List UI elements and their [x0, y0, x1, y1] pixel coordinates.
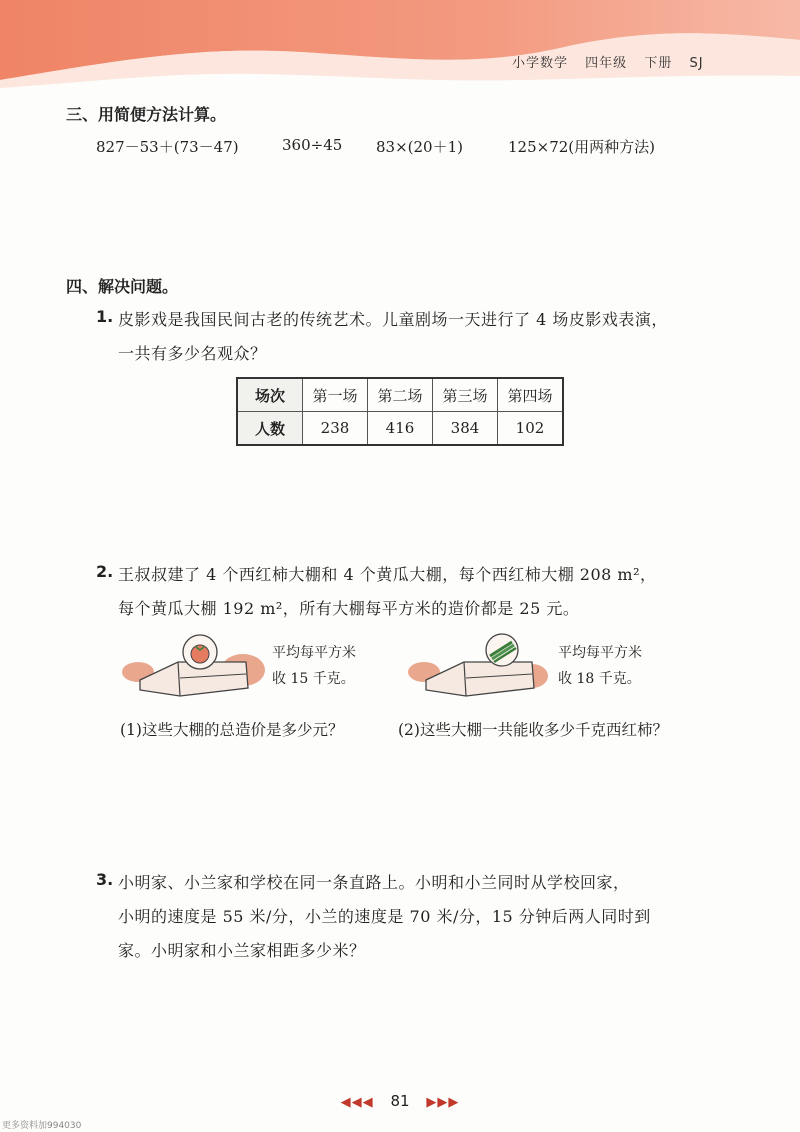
- section3-title: 三、用简便方法计算。: [66, 105, 227, 124]
- q1-number: 1.: [96, 307, 114, 326]
- table-cell: 场次: [237, 378, 303, 412]
- section4-title: 四、解决问题。: [66, 277, 179, 296]
- cucumber-note-line1: 平均每平方米: [558, 645, 642, 661]
- header-band: [0, 0, 800, 95]
- tomato-note-line1: 平均每平方米: [272, 645, 356, 661]
- expression-2: 360÷45: [282, 136, 343, 154]
- table-cell: 102: [498, 412, 564, 446]
- header-grade: 四年级: [585, 56, 628, 71]
- expression-4: 125×72(用两种方法): [508, 138, 655, 156]
- header-volume: 下册: [644, 56, 673, 71]
- table-cell: 第四场: [498, 378, 564, 412]
- left-arrows-icon: ◀◀◀: [340, 1095, 374, 1110]
- expression-3: 83×(20＋1): [376, 138, 463, 156]
- header-subject: 小学数学: [512, 56, 569, 71]
- header-label: [512, 52, 716, 71]
- cucumber-yield-note: [558, 640, 642, 692]
- q2-number: 2.: [96, 562, 114, 581]
- table-cell: 238: [303, 412, 368, 446]
- q2-subquestion-2: (2)这些大棚一共能收多少千克西红柿？: [398, 721, 668, 739]
- table-cell: 384: [433, 412, 498, 446]
- q2-subquestion-1: (1)这些大棚的总造价是多少元？: [120, 721, 344, 739]
- table-row: [237, 412, 563, 446]
- tomato-greenhouse-icon: [118, 632, 268, 702]
- table-cell: 416: [368, 412, 433, 446]
- q3-line1: 小明家、小兰家和学校在同一条直路上。小明和小兰同时从学校回家，: [118, 873, 630, 892]
- q3-number: 3.: [96, 870, 114, 889]
- q3-line3: 家。小明家和小兰家相距多少米？: [118, 941, 366, 960]
- cucumber-note-line2: 收 18 千克。: [558, 671, 641, 687]
- watermark: 更多资料加994030: [2, 1121, 82, 1131]
- q3-line2: 小明的速度是 55 米/分，小兰的速度是 70 米/分，15 分钟后两人同时到: [118, 907, 651, 926]
- q2-line1: 王叔叔建了 4 个西红柿大棚和 4 个黄瓜大棚，每个西红柿大棚 208 m²，: [118, 565, 657, 584]
- table-cell: 人数: [237, 412, 303, 446]
- expression-1: 827－53＋(73－47): [96, 138, 239, 156]
- header-edition: SJ: [689, 56, 704, 71]
- tomato-yield-note: [272, 640, 356, 692]
- q2-line2: 每个黄瓜大棚 192 m²，所有大棚每平方米的造价都是 25 元。: [118, 599, 580, 618]
- table-cell: 第二场: [368, 378, 433, 412]
- table-cell: 第三场: [433, 378, 498, 412]
- audience-table: [236, 377, 564, 446]
- q1-line2: 一共有多少名观众？: [118, 344, 267, 363]
- page-footer: [0, 1092, 800, 1110]
- page-number: 81: [390, 1092, 410, 1110]
- table-cell: 第一场: [303, 378, 368, 412]
- tomato-note-line2: 收 15 千克。: [272, 671, 355, 687]
- table-row: [237, 378, 563, 412]
- right-arrows-icon: ▶▶▶: [426, 1095, 460, 1110]
- q1-line1: 皮影戏是我国民间古老的传统艺术。儿童剧场一天进行了 4 场皮影戏表演，: [118, 310, 668, 329]
- cucumber-greenhouse-icon: [404, 632, 554, 702]
